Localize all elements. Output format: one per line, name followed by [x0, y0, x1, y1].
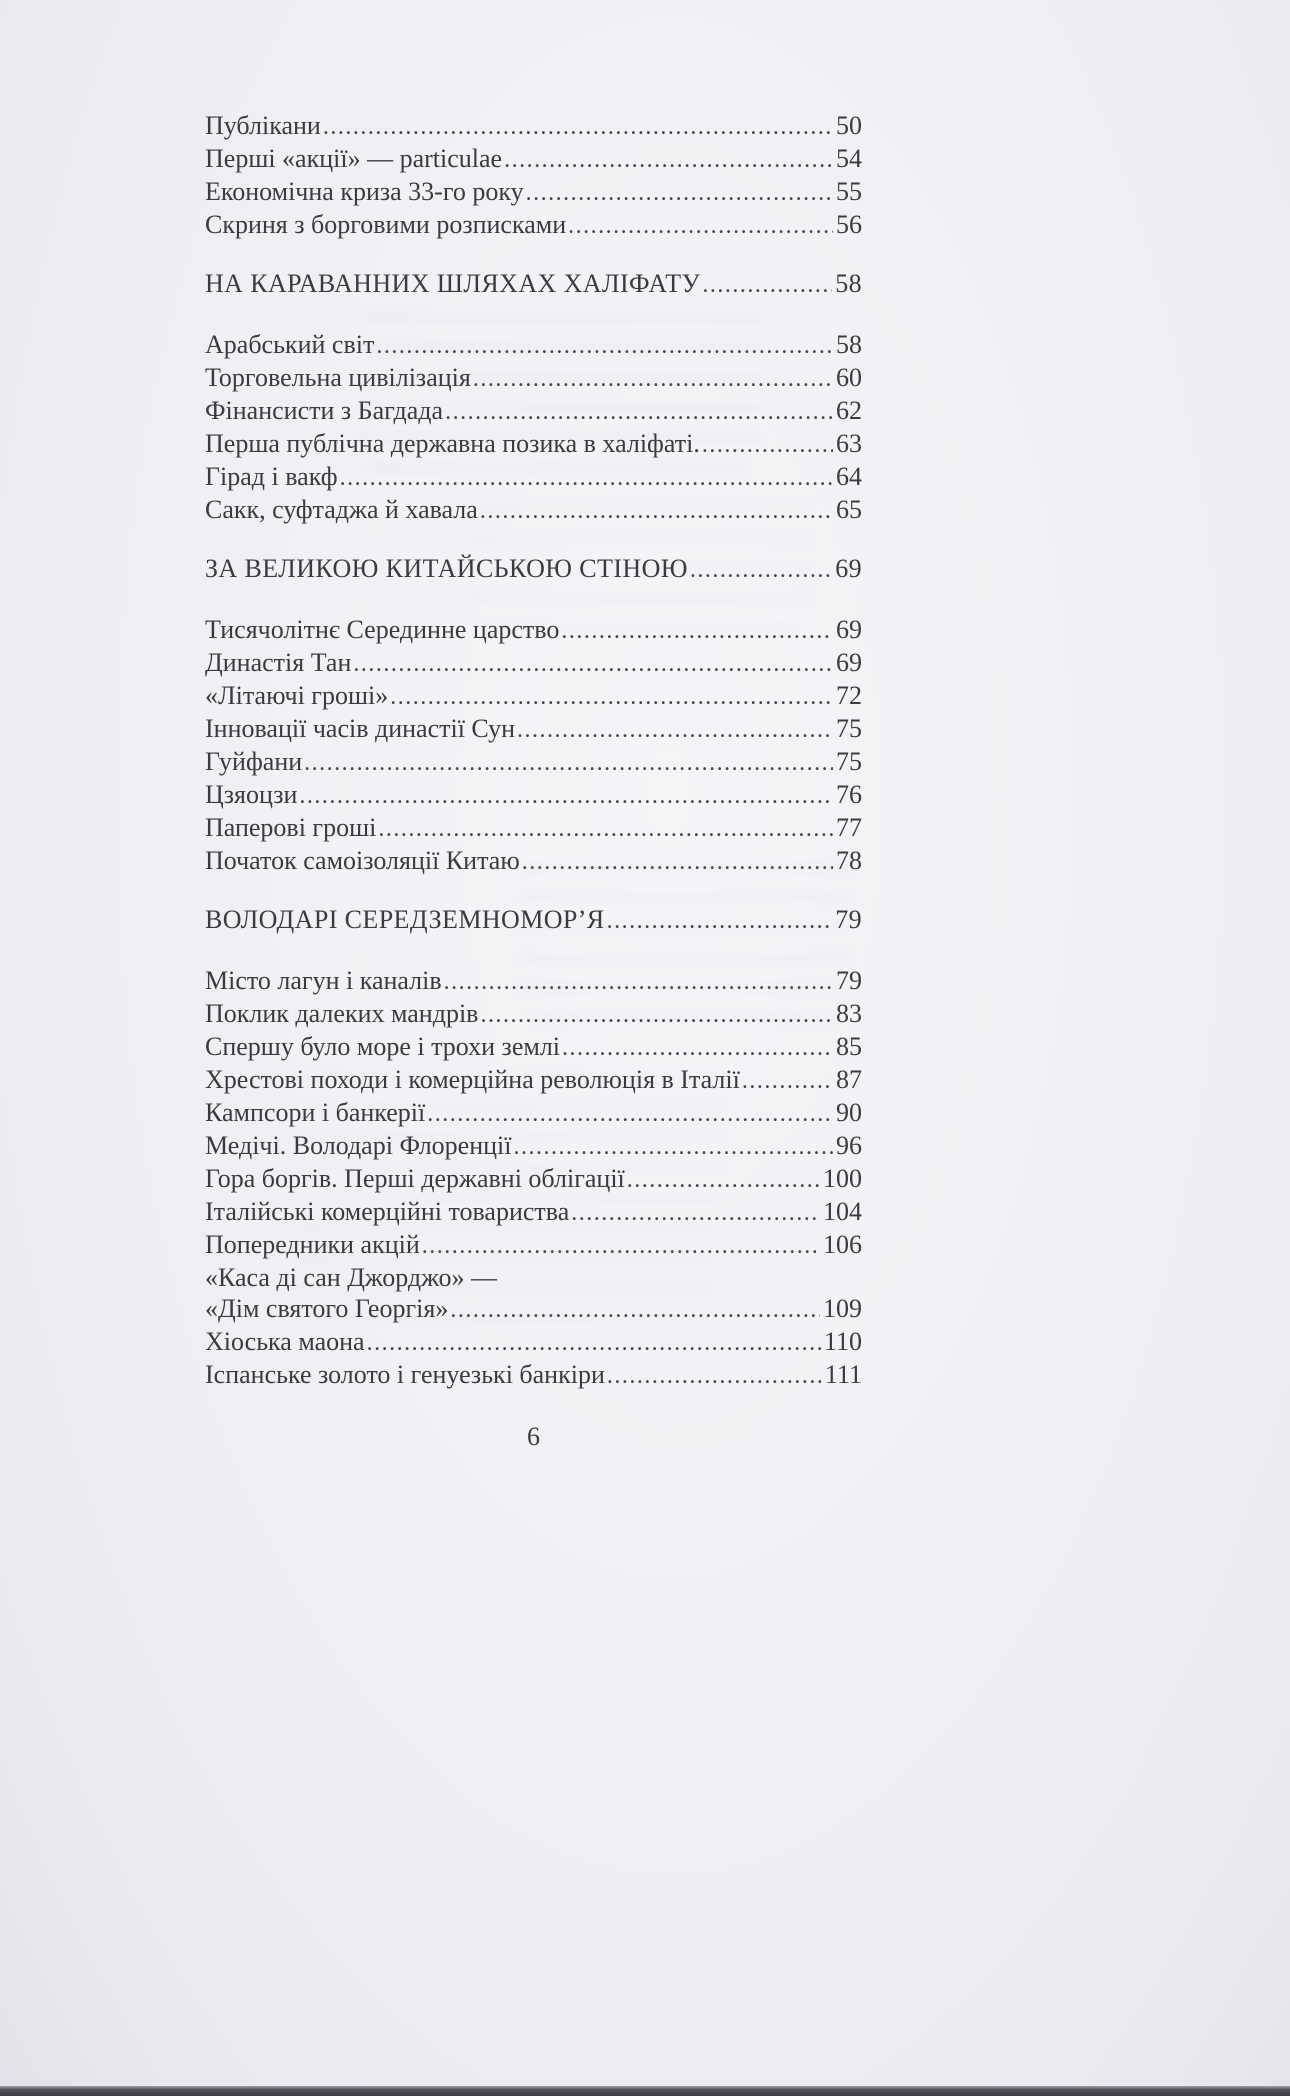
toc-entry: [205, 1293, 862, 1326]
toc-entry-title: «Літаючі гроші»: [205, 681, 389, 710]
dot-leader: [376, 329, 833, 362]
toc-page-number: 79: [836, 966, 862, 995]
toc-page-number: 79: [835, 905, 862, 934]
page-number: 6: [527, 1422, 540, 1451]
toc-entry-title: Інновації часів династії Сун: [205, 714, 516, 743]
toc-page-number: 78: [836, 846, 862, 875]
scan-edge: [0, 2086, 1290, 2096]
toc-entry: [205, 143, 862, 176]
toc-entry: [205, 1359, 862, 1392]
toc-page-number: 111: [824, 1360, 862, 1389]
toc-section-heading: [205, 268, 862, 301]
toc-entry: [205, 998, 862, 1031]
toc-page-number: 106: [823, 1230, 862, 1259]
toc-entry-title: «Каса ді сан Джорджо» —: [205, 1263, 497, 1292]
dot-leader: [323, 110, 833, 143]
toc-section-title: ВОЛОДАРІ СЕРЕДЗЕМНОМОР’Я: [205, 905, 605, 934]
dot-leader: [526, 176, 833, 209]
toc-entry: [205, 395, 862, 428]
toc-entry: [205, 746, 862, 779]
toc-entry: [205, 680, 862, 713]
toc-page-number: 69: [836, 615, 862, 644]
toc-entry-title: Місто лагун і каналів: [205, 966, 442, 995]
toc-entry-title: Спершу було море і трохи землі: [205, 1032, 561, 1061]
toc-page-number: 56: [836, 210, 862, 239]
toc-entry-title: Італійські комерційні товариства: [205, 1197, 570, 1226]
toc-entry-title: Хрестові походи і комерційна революція в Італії: [205, 1065, 740, 1094]
dot-leader: [568, 209, 833, 242]
toc-entry-title: Торговельна цивілізація: [205, 363, 471, 392]
toc-page-number: 63: [836, 429, 862, 458]
toc-entry-title: Гуйфани: [205, 747, 303, 776]
toc-entry-title: Гірад і вакф: [205, 462, 338, 491]
toc-page-number: 104: [823, 1197, 862, 1226]
toc-entry: [205, 461, 862, 494]
toc-entry: [205, 647, 862, 680]
toc-section-heading: [205, 904, 862, 937]
toc-entry: [205, 614, 862, 647]
toc-entry-title: Династія Тан: [205, 648, 352, 677]
dot-leader: [513, 1130, 833, 1163]
toc-entry-title: Медічі. Володарі Флоренції: [205, 1131, 512, 1160]
dot-leader: [607, 904, 833, 937]
toc-section-heading: [205, 553, 862, 586]
toc-entry: [205, 209, 862, 242]
dot-leader: [445, 395, 833, 428]
toc-entry-title: Економічна криза 33-го року: [205, 177, 524, 206]
toc-entry-title: Публікани: [205, 111, 321, 140]
toc-page-number: 90: [836, 1098, 862, 1127]
toc-section: [205, 904, 862, 1392]
toc-page-number: 69: [835, 554, 862, 583]
dot-leader: [522, 845, 833, 878]
toc-page-number: 58: [835, 269, 862, 298]
toc-entry: [205, 1097, 862, 1130]
toc-entry: [205, 779, 862, 812]
toc-entry: [205, 1130, 862, 1163]
toc-entry: [205, 1064, 862, 1097]
dot-leader: [480, 494, 833, 527]
dot-leader: [390, 680, 833, 713]
toc-page-number: 60: [836, 363, 862, 392]
dot-leader: [378, 812, 833, 845]
toc-entry-title: Перша публічна державна позика в халіфаті.: [205, 429, 700, 458]
toc-entry: [205, 1031, 862, 1064]
toc-entry: [205, 110, 862, 143]
dot-leader: [690, 553, 832, 586]
table-of-contents: [205, 110, 862, 1392]
toc-entry-title: Іспанське золото і генуезькі банкіри: [205, 1360, 605, 1389]
dot-leader: [562, 1031, 833, 1064]
toc-entry-title: Цзяоцзи: [205, 780, 298, 809]
toc-page-number: 96: [836, 1131, 862, 1160]
toc-entry-title: Кампсори і банкерії: [205, 1098, 426, 1127]
dot-leader: [571, 1196, 820, 1229]
dot-leader: [561, 614, 833, 647]
toc-page-number: 100: [823, 1164, 862, 1193]
toc-entry: [205, 494, 862, 527]
toc-entry-title: Скриня з борговими розписками: [205, 210, 567, 239]
toc-page-number: 54: [836, 144, 862, 173]
toc-entry-title: Перші «акції» — particulae: [205, 144, 503, 173]
dot-leader: [517, 713, 833, 746]
dot-leader: [480, 998, 833, 1031]
toc-page-number: 87: [836, 1065, 862, 1094]
toc-page-number: 109: [823, 1294, 862, 1323]
toc-page-number: 75: [836, 714, 862, 743]
toc-entry-title: Попередники акцій: [205, 1230, 420, 1259]
toc-page-number: 62: [836, 396, 862, 425]
toc-entry-title: Хіоська маона: [205, 1327, 365, 1356]
toc-page-number: 77: [836, 813, 862, 842]
toc-section-title: НА КАРАВАННИХ ШЛЯХАХ ХАЛІФАТУ: [205, 269, 701, 298]
toc-entry: [205, 713, 862, 746]
dot-leader: [444, 965, 833, 998]
toc-entry: [205, 965, 862, 998]
toc-entry-title: Гора боргів. Перші державні облігації: [205, 1164, 625, 1193]
dot-leader: [299, 779, 833, 812]
dot-leader: [702, 428, 833, 461]
toc-entry-title: Тисячолітнє Серединне царство: [205, 615, 560, 644]
toc-entry: [205, 428, 862, 461]
dot-leader: [702, 268, 832, 301]
toc-entry: [205, 1326, 862, 1359]
toc-entry-title: Паперові гроші: [205, 813, 377, 842]
toc-entry: [205, 812, 862, 845]
toc-entry: [205, 362, 862, 395]
dot-leader: [353, 647, 833, 680]
dot-leader: [742, 1064, 833, 1097]
toc-page-number: 50: [836, 111, 862, 140]
toc-entry: [205, 176, 862, 209]
dot-leader: [422, 1229, 820, 1262]
toc-page-number: 72: [836, 681, 862, 710]
dot-leader: [473, 362, 833, 395]
toc-section-title: ЗА ВЕЛИКОЮ КИТАЙСЬКОЮ СТІНОЮ: [205, 554, 688, 583]
toc-page-number: 83: [836, 999, 862, 1028]
toc-entry-title: Сакк, суфтаджа й хавала: [205, 495, 478, 524]
dot-leader: [304, 746, 833, 779]
toc-entry: [205, 1262, 862, 1293]
toc-page-number: 69: [836, 648, 862, 677]
toc-page-number: 75: [836, 747, 862, 776]
dot-leader: [367, 1326, 821, 1359]
toc-page-number: 55: [836, 177, 862, 206]
toc-entry-title: Початок самоізоляції Китаю: [205, 846, 520, 875]
toc-entry: [205, 845, 862, 878]
toc-section: [205, 268, 862, 527]
dot-leader: [450, 1293, 820, 1326]
dot-leader: [607, 1359, 822, 1392]
toc-entry-title: Поклик далеких мандрів: [205, 999, 479, 1028]
toc-page-number: 110: [823, 1327, 862, 1356]
dot-leader: [627, 1163, 820, 1196]
dot-leader: [340, 461, 833, 494]
toc-entry-title: «Дім святого Георгія»: [205, 1294, 449, 1323]
toc-entry: [205, 1163, 862, 1196]
toc-entry: [205, 1229, 862, 1262]
dot-leader: [504, 143, 833, 176]
toc-page-number: 85: [836, 1032, 862, 1061]
toc-page-number: 64: [836, 462, 862, 491]
toc-section: [205, 553, 862, 878]
toc-page-number: 76: [836, 780, 862, 809]
toc-entry: [205, 329, 862, 362]
toc-section: [205, 110, 862, 242]
toc-entry-title: Фінансисти з Багдада: [205, 396, 444, 425]
dot-leader: [427, 1097, 833, 1130]
toc-entry: [205, 1196, 862, 1229]
toc-page-number: 65: [836, 495, 862, 524]
toc-page-number: 58: [836, 330, 862, 359]
toc-entry-title: Арабський світ: [205, 330, 375, 359]
